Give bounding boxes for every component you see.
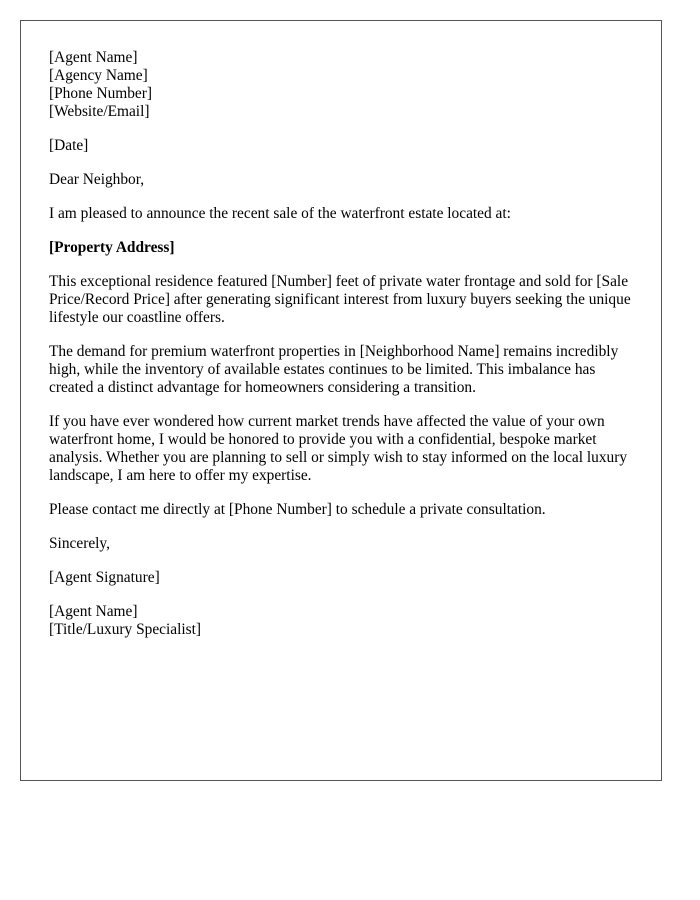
closing: Sincerely,: [49, 535, 110, 552]
letter-date: [Date]: [49, 137, 89, 154]
salutation: Dear Neighbor,: [49, 171, 145, 188]
property-address: [Property Address]: [49, 239, 175, 256]
sender-website-email: [Website/Email]: [49, 103, 150, 120]
agent-signature: [Agent Signature]: [49, 569, 160, 586]
market-demand-paragraph: The demand for premium waterfront properties in [Neighborhood Name] remains incredibly high, while the inventory of available estates continues to be limited. This imbalance has created a distinct advantage for homeowners considering a transition.: [49, 343, 619, 396]
call-to-action-paragraph: Please contact me directly at [Phone Number] to schedule a private consultation.: [49, 501, 546, 518]
offer-paragraph: If you have ever wondered how current market trends have affected the value of your own waterfront home, I would be honored to provide you with a confidential, bespoke market analysis. Whether you are planning to sell or simply wish to stay informed on the local luxury landscape, I am here to offer my expertise.: [49, 413, 628, 484]
sender-agent-name: [Agent Name]: [49, 49, 138, 66]
sender-phone-number: [Phone Number]: [49, 85, 153, 102]
letter-body: [49, 49, 635, 655]
signoff-block: [49, 603, 635, 639]
signoff-title: [Title/Luxury Specialist]: [49, 621, 202, 638]
sale-details-paragraph: This exceptional residence featured [Number] feet of private water frontage and sold for [Sale Price/Record Price] after generating significant interest from luxury buyers seeking the unique lifestyle our coastline offers.: [49, 273, 631, 326]
sender-agency-name: [Agency Name]: [49, 67, 148, 84]
intro-paragraph: I am pleased to announce the recent sale of the waterfront estate located at:: [49, 205, 511, 222]
signoff-agent-name: [Agent Name]: [49, 603, 138, 620]
letter-page: [20, 20, 662, 781]
sender-block: [49, 49, 635, 121]
